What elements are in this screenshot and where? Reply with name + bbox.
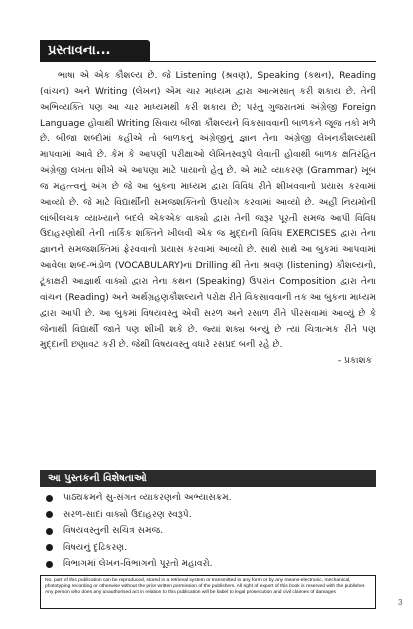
feature-text: વિભાગમાં લેખન-વિભાગનો પૂરતો મહાવરો. bbox=[63, 558, 213, 569]
feature-text: વિષયવસ્તુની સચિત્ર સમજ. bbox=[63, 525, 164, 536]
list-item bbox=[46, 507, 376, 524]
bullet-icon bbox=[46, 511, 53, 518]
list-item bbox=[46, 556, 376, 573]
section-title: પ્રસ્તાવના... bbox=[40, 40, 150, 61]
list-item bbox=[46, 490, 376, 507]
features-list bbox=[46, 490, 376, 573]
features-heading bbox=[40, 470, 376, 487]
preface-paragraph: ભાષા એ એક કૌશલ્ય છે. જે Listening (શ્રવણ), Speaking (કથન), Reading (વાંચન) અને Writing (લેખન) એમ ચાર માધ્યમ દ્વારા આત્મસાત્ કરી શકાય છે. તેની અભિવ્યક્તિ પણ આ ચાર માધ્યમથી કરી શકાય છે; પરંતુ ગુજરાતમાં અંગ્રેજી Foreign Language હોવાથી Writing સિવાય બીજા કૌશલ્યને વિકસાવવાની બાળકને જૂજ તકો મળે છે. બીજા શબ્દોમાં કહીએ તો બાળકનું અંગ્રેજીનું જ્ઞાન તેના અંગ્રેજી લેખનકૌશલ્યથી માપવામાં આવે છે. કેમ કે આપણી પરીક્ષાઓ લેખિતસ્વરૂપે લેવાતી હોવાથી બાળક ક્ષતિરહિત અંગ્રેજી લખતા શીખે એ આપણા માટે પાયાનો હેતુ છે. એ માટે વ્યાકરણ (Grammar) ખૂબ જ મહત્ત્વનું અંગ છે જે આ બુકના માધ્યમ દ્વારા વિવિધ રીતે શીખવવાનો પ્રયાસ કરવામાં આવ્યો છે. જે માટે વિદ્યાર્થીની સમજશક્તિનો ઉપયોગ કરવામાં આવ્યો છે. અહીં નિયમોની લાંબીલચક વ્યાખ્યાને બદલે એકએક વાક્યો દ્વારા તેની જરૂર પૂરતી સમજ આપી વિવિધ ઉદાહરણોથી તેની તાર્કિક શક્તિને ખીલવી એક જ મુદ્દાની વિવિધ EXERCISES દ્વારા તેના જ્ઞાનને સમજશક્તિમાં ફેરવવાનો પ્રયાસ કરવામાં આવ્યો છે. સાથે સાથે આ બુકમાં આપવામાં આવેલા શબ્દ-ભંડોળ (VOCABULARY)નાં Drilling થી તેના શ્રવણ (listening) કૌશલ્યનો, ટૂંકાક્ષરી આજ્ઞાર્થ વાક્યો દ્વારા તેના કથન (Speaking) ઉપરાંત Composition દ્વારા તેના વાંચન (Reading) અને અર્થગ્રહણકૌશલ્યને પરોક્ષ રીતે વિકસાવવાની તક આ બુકના માધ્યમ દ્વારા આપી છે. આ બુકમાં વિષયવસ્તુ એવી સરળ અને રસાળ રીતે પીરસવામાં આવ્યું છે કે જેનાથી વિદ્યાર્થી જાતે પણ શીખી શકે છે. જ્યાં શક્ય બન્યું છે ત્યાં ચિત્રાત્મક રીતે પણ મુદ્દાની છણાવટ કરી છે. જેથી વિષયવસ્તુ વધારે રસપ્રદ બની રહે છે. bbox=[40, 71, 376, 351]
bullet-icon bbox=[46, 544, 53, 551]
list-item bbox=[46, 523, 376, 540]
feature-text: સરળ-સાદાં વાક્યો ઉદાહરણ સ્વરૂપે. bbox=[63, 508, 192, 520]
page-number: 3 bbox=[398, 598, 403, 607]
copyright-notice: No. part of this publication can be reproduced, stored in a retrieval system or transmitted in any form or by any means-electronic, mechanical, phototyping recording or otherwise without the prior written permission of the publishers. All right of export of this book is reserved with the publisher. Any person who does any unauthorised act in relation to this publication will be liabel to legal prosecution and civil claimes of damages bbox=[40, 575, 376, 609]
preface-body bbox=[40, 69, 376, 370]
bullet-icon bbox=[46, 528, 53, 535]
feature-text: પાઠ્યક્રમને સુ-સંગત વ્યાકરણનો અભ્યાસક્રમ. bbox=[63, 492, 232, 503]
title-underline bbox=[40, 61, 376, 62]
bullet-icon bbox=[46, 561, 53, 568]
list-item bbox=[46, 540, 376, 557]
bullet-icon bbox=[46, 495, 53, 502]
publisher-signature: - પ્રકાશક bbox=[337, 356, 372, 367]
feature-text: વિષયનું દૃઢિકરણ. bbox=[63, 541, 128, 553]
features-heading-label: આ પુસ્તકની વિશેષતાઓ bbox=[48, 473, 147, 484]
